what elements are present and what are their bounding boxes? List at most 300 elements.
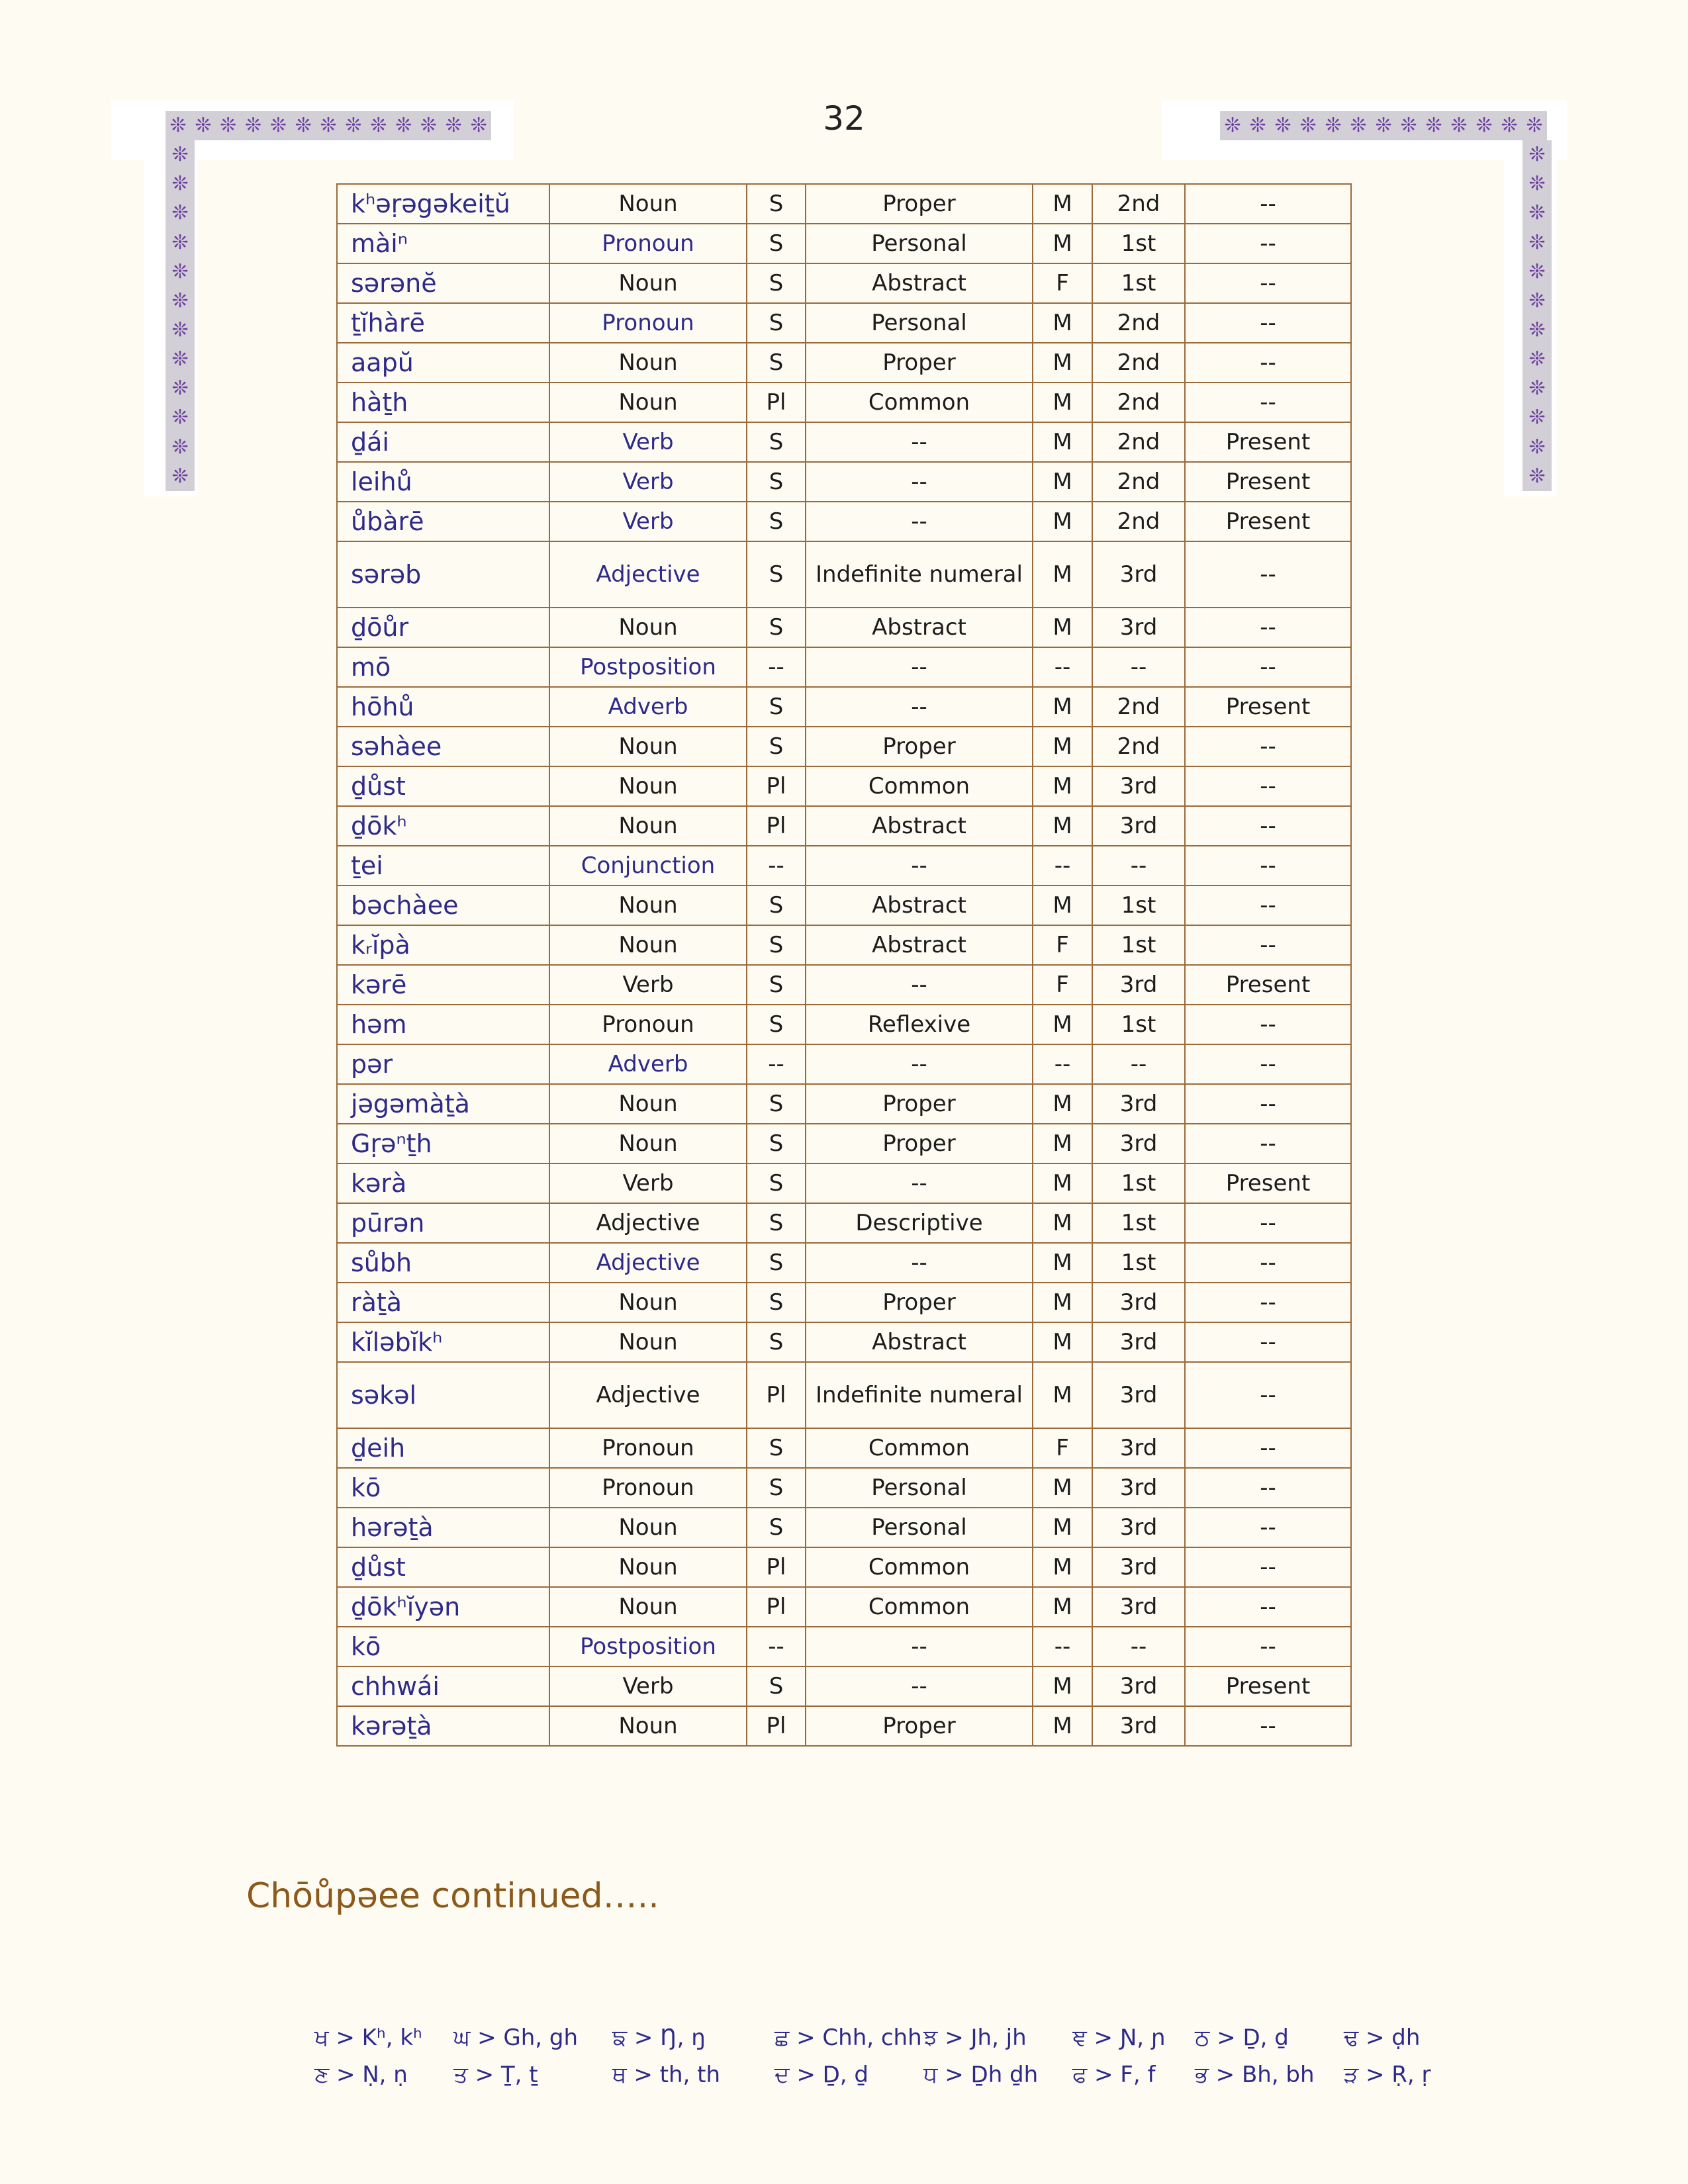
- cell-type: Indefinite numeral: [806, 1362, 1033, 1428]
- flower-ornament-icon: ❊: [171, 347, 189, 371]
- cell-type: --: [806, 647, 1033, 687]
- cell-type: --: [806, 687, 1033, 727]
- legend-item: ਦ > Ḏ, ḏ: [774, 2062, 868, 2088]
- cell-tense: --: [1185, 1362, 1351, 1428]
- cell-tense: --: [1185, 1706, 1351, 1746]
- cell-tense: --: [1185, 1508, 1351, 1547]
- cell-person: 3rd: [1092, 1428, 1185, 1468]
- cell-number: --: [747, 1044, 806, 1084]
- cell-person: 3rd: [1092, 1362, 1185, 1428]
- cell-part-of-speech: Pronoun: [549, 1468, 747, 1508]
- cell-number: S: [747, 965, 806, 1005]
- cell-tense: --: [1185, 184, 1351, 224]
- cell-gender: --: [1033, 1044, 1092, 1084]
- cell-tense: --: [1185, 1044, 1351, 1084]
- cell-tense: --: [1185, 224, 1351, 263]
- legend-item: ਭ > Bh, bh: [1195, 2062, 1315, 2088]
- legend-item: ਝ > Jh, jh: [923, 2025, 1027, 2051]
- legend-item: ਥ > th, th: [612, 2062, 721, 2088]
- table-row: [337, 502, 1351, 541]
- cell-person: 3rd: [1092, 1468, 1185, 1508]
- cell-number: S: [747, 687, 806, 727]
- cell-person: 2nd: [1092, 343, 1185, 383]
- cell-type: --: [806, 965, 1033, 1005]
- flower-ornament-icon: ❊: [1528, 289, 1546, 312]
- table-row: [337, 1428, 1351, 1468]
- cell-number: --: [747, 846, 806, 886]
- cell-person: 3rd: [1092, 541, 1185, 608]
- table-row: [337, 1044, 1351, 1084]
- flower-ornament-icon: ❊: [1528, 143, 1546, 167]
- table-row: [337, 1243, 1351, 1283]
- cell-tense: Present: [1185, 1163, 1351, 1203]
- flower-ornament-icon: ❊: [1450, 114, 1468, 137]
- cell-word: ḏōůr: [337, 608, 549, 647]
- page-number: 32: [823, 99, 865, 138]
- cell-part-of-speech: Noun: [549, 383, 747, 422]
- cell-gender: M: [1033, 1706, 1092, 1746]
- flower-ornament-icon: ❊: [220, 114, 237, 137]
- cell-type: Personal: [806, 1508, 1033, 1547]
- cell-word: kō: [337, 1627, 549, 1666]
- cell-gender: F: [1033, 925, 1092, 965]
- table-row: [337, 806, 1351, 846]
- cell-gender: M: [1033, 1322, 1092, 1362]
- cell-word: kʰəṛəgəkeiṯŭ: [337, 184, 549, 224]
- cell-person: 1st: [1092, 263, 1185, 303]
- cell-part-of-speech: Noun: [549, 1084, 747, 1124]
- cell-part-of-speech: Verb: [549, 1666, 747, 1706]
- table-row: [337, 1283, 1351, 1322]
- cell-word: sərənĕ: [337, 263, 549, 303]
- cell-number: S: [747, 1468, 806, 1508]
- cell-tense: Present: [1185, 502, 1351, 541]
- cell-type: Common: [806, 383, 1033, 422]
- flower-ornament-icon: ❊: [169, 114, 187, 137]
- table-row: [337, 687, 1351, 727]
- flower-ornament-icon: ❊: [171, 259, 189, 283]
- flower-ornament-icon: ❊: [171, 230, 189, 254]
- cell-tense: --: [1185, 608, 1351, 647]
- flower-ornament-icon: ❊: [1526, 114, 1543, 137]
- flower-ornament-icon: ❊: [295, 114, 312, 137]
- cell-person: 2nd: [1092, 422, 1185, 462]
- table-row: [337, 647, 1351, 687]
- cell-type: Abstract: [806, 886, 1033, 925]
- transliteration-legend: [314, 2022, 1479, 2091]
- cell-person: 1st: [1092, 1243, 1185, 1283]
- cell-part-of-speech: Noun: [549, 184, 747, 224]
- cell-number: S: [747, 502, 806, 541]
- flower-ornament-icon: ❊: [1425, 114, 1442, 137]
- table-row: [337, 1322, 1351, 1362]
- cell-word: jəgəmàṯà: [337, 1084, 549, 1124]
- flower-ornament-icon: ❊: [244, 114, 262, 137]
- cell-person: 2nd: [1092, 687, 1185, 727]
- cell-part-of-speech: Noun: [549, 886, 747, 925]
- flower-ornament-icon: ❊: [1325, 114, 1342, 137]
- cell-type: Abstract: [806, 925, 1033, 965]
- table-row: [337, 383, 1351, 422]
- table-row: [337, 422, 1351, 462]
- cell-number: Pl: [747, 806, 806, 846]
- cell-word: chhwái: [337, 1666, 549, 1706]
- flower-ornament-icon: ❊: [320, 114, 337, 137]
- cell-gender: M: [1033, 1362, 1092, 1428]
- cell-tense: --: [1185, 383, 1351, 422]
- cell-part-of-speech: Pronoun: [549, 224, 747, 263]
- table-row: [337, 1005, 1351, 1044]
- cell-word: pūrən: [337, 1203, 549, 1243]
- cell-person: 2nd: [1092, 727, 1185, 766]
- cell-tense: --: [1185, 886, 1351, 925]
- cell-person: 1st: [1092, 925, 1185, 965]
- flower-ornament-icon: ❊: [1528, 201, 1546, 225]
- legend-item: ਛ > Chh, chh: [774, 2025, 922, 2051]
- cell-word: səkəl: [337, 1362, 549, 1428]
- cell-gender: M: [1033, 886, 1092, 925]
- cell-word: kᵣĭpà: [337, 925, 549, 965]
- flower-ornament-icon: ❊: [1299, 114, 1317, 137]
- flower-ornament-icon: ❊: [370, 114, 387, 137]
- table-row: [337, 846, 1351, 886]
- cell-type: Proper: [806, 1084, 1033, 1124]
- cell-type: Descriptive: [806, 1203, 1033, 1243]
- table-row: [337, 224, 1351, 263]
- flower-ornament-icon: ❊: [1528, 377, 1546, 400]
- cell-word: Gṛəⁿṯh: [337, 1124, 549, 1163]
- table-row: [337, 1084, 1351, 1124]
- cell-tense: --: [1185, 1587, 1351, 1627]
- cell-word: kərà: [337, 1163, 549, 1203]
- cell-tense: --: [1185, 1627, 1351, 1666]
- cell-part-of-speech: Noun: [549, 727, 747, 766]
- flower-ornament-icon: ❊: [171, 435, 189, 459]
- flower-ornament-icon: ❊: [395, 114, 412, 137]
- cell-number: S: [747, 1428, 806, 1468]
- cell-type: --: [806, 846, 1033, 886]
- flower-ornament-icon: ❊: [171, 406, 189, 430]
- cell-word: kō: [337, 1468, 549, 1508]
- cell-person: 3rd: [1092, 608, 1185, 647]
- table-row: [337, 462, 1351, 502]
- cell-part-of-speech: Noun: [549, 806, 747, 846]
- cell-tense: --: [1185, 343, 1351, 383]
- cell-part-of-speech: Verb: [549, 965, 747, 1005]
- cell-gender: M: [1033, 1547, 1092, 1587]
- cell-person: --: [1092, 647, 1185, 687]
- cell-tense: --: [1185, 806, 1351, 846]
- cell-part-of-speech: Postposition: [549, 647, 747, 687]
- cell-person: --: [1092, 1627, 1185, 1666]
- cell-number: S: [747, 925, 806, 965]
- cell-part-of-speech: Noun: [549, 1322, 747, 1362]
- cell-word: màiⁿ: [337, 224, 549, 263]
- flower-ornament-icon: ❊: [470, 114, 487, 137]
- flower-ornament-icon: ❊: [171, 377, 189, 400]
- cell-gender: M: [1033, 1468, 1092, 1508]
- cell-type: --: [806, 502, 1033, 541]
- cell-person: 3rd: [1092, 766, 1185, 806]
- cell-type: Indefinite numeral: [806, 541, 1033, 608]
- cell-gender: M: [1033, 1005, 1092, 1044]
- cell-gender: --: [1033, 846, 1092, 886]
- cell-part-of-speech: Noun: [549, 1547, 747, 1587]
- flower-ornament-icon: ❊: [171, 289, 189, 312]
- flower-ornament-icon: ❊: [171, 172, 189, 196]
- cell-part-of-speech: Noun: [549, 925, 747, 965]
- cell-word: aapŭ: [337, 343, 549, 383]
- cell-word: sůbh: [337, 1243, 549, 1283]
- cell-number: S: [747, 224, 806, 263]
- cell-type: --: [806, 1044, 1033, 1084]
- cell-type: Common: [806, 1587, 1033, 1627]
- cell-word: ḏůst: [337, 1547, 549, 1587]
- cell-type: Personal: [806, 1468, 1033, 1508]
- legend-item: ਫ > F, f: [1072, 2062, 1156, 2088]
- cell-gender: M: [1033, 502, 1092, 541]
- cell-type: Abstract: [806, 263, 1033, 303]
- cell-word: ḏái: [337, 422, 549, 462]
- cell-part-of-speech: Noun: [549, 1508, 747, 1547]
- cell-number: S: [747, 886, 806, 925]
- cell-gender: --: [1033, 1627, 1092, 1666]
- cell-tense: --: [1185, 1428, 1351, 1468]
- cell-gender: M: [1033, 1163, 1092, 1203]
- flower-ornament-icon: ❊: [1528, 347, 1546, 371]
- cell-person: 3rd: [1092, 1547, 1185, 1587]
- cell-gender: M: [1033, 1203, 1092, 1243]
- flower-ornament-icon: ❊: [1350, 114, 1367, 137]
- cell-number: Pl: [747, 1362, 806, 1428]
- cell-type: Common: [806, 1428, 1033, 1468]
- cell-type: Proper: [806, 1124, 1033, 1163]
- cell-word: kĭləbĭkʰ: [337, 1322, 549, 1362]
- cell-part-of-speech: Verb: [549, 502, 747, 541]
- cell-number: S: [747, 1283, 806, 1322]
- top-left-ornament: [165, 111, 491, 140]
- cell-word: ṯĭhàrē: [337, 303, 549, 343]
- cell-gender: M: [1033, 1283, 1092, 1322]
- flower-ornament-icon: ❊: [1528, 435, 1546, 459]
- cell-type: Common: [806, 766, 1033, 806]
- cell-number: S: [747, 727, 806, 766]
- legend-item: ਘ > Gh, gh: [453, 2025, 579, 2051]
- cell-person: 2nd: [1092, 502, 1185, 541]
- cell-type: --: [806, 1666, 1033, 1706]
- cell-type: Proper: [806, 727, 1033, 766]
- cell-number: S: [747, 1163, 806, 1203]
- cell-tense: --: [1185, 727, 1351, 766]
- cell-number: S: [747, 462, 806, 502]
- cell-tense: --: [1185, 1084, 1351, 1124]
- cell-person: 1st: [1092, 886, 1185, 925]
- cell-tense: --: [1185, 1283, 1351, 1322]
- cell-number: S: [747, 1322, 806, 1362]
- cell-gender: M: [1033, 1124, 1092, 1163]
- cell-part-of-speech: Noun: [549, 766, 747, 806]
- cell-word: bəchàee: [337, 886, 549, 925]
- cell-gender: M: [1033, 806, 1092, 846]
- cell-person: 3rd: [1092, 1322, 1185, 1362]
- cell-word: pər: [337, 1044, 549, 1084]
- cell-tense: --: [1185, 1005, 1351, 1044]
- cell-type: Personal: [806, 224, 1033, 263]
- table-row: [337, 965, 1351, 1005]
- table-row: [337, 1666, 1351, 1706]
- cell-word: leihů: [337, 462, 549, 502]
- cell-number: S: [747, 184, 806, 224]
- cell-tense: Present: [1185, 965, 1351, 1005]
- legend-item: ਢ > ḍh: [1344, 2025, 1421, 2051]
- cell-part-of-speech: Postposition: [549, 1627, 747, 1666]
- legend-item: ਤ > Ṯ, ṯ: [453, 2062, 538, 2088]
- cell-word: mō: [337, 647, 549, 687]
- cell-number: S: [747, 1243, 806, 1283]
- cell-word: ůbàrē: [337, 502, 549, 541]
- cell-word: ràṯà: [337, 1283, 549, 1322]
- cell-tense: --: [1185, 1124, 1351, 1163]
- flower-ornament-icon: ❊: [1400, 114, 1417, 137]
- cell-type: --: [806, 1243, 1033, 1283]
- cell-type: Proper: [806, 184, 1033, 224]
- cell-word: sərəb: [337, 541, 549, 608]
- cell-tense: --: [1185, 1203, 1351, 1243]
- cell-word: hərəṯà: [337, 1508, 549, 1547]
- cell-tense: --: [1185, 925, 1351, 965]
- cell-gender: M: [1033, 1084, 1092, 1124]
- cell-word: ḏeih: [337, 1428, 549, 1468]
- cell-tense: --: [1185, 1547, 1351, 1587]
- cell-part-of-speech: Noun: [549, 1124, 747, 1163]
- flower-ornament-icon: ❊: [1528, 464, 1546, 488]
- legend-item: ੜ > Ṛ, ṛ: [1344, 2062, 1431, 2088]
- table-row: [337, 1508, 1351, 1547]
- cell-part-of-speech: Noun: [549, 263, 747, 303]
- cell-word: kərəṯà: [337, 1706, 549, 1746]
- flower-ornament-icon: ❊: [1528, 406, 1546, 430]
- cell-part-of-speech: Noun: [549, 608, 747, 647]
- cell-type: Proper: [806, 343, 1033, 383]
- table-row: [337, 766, 1351, 806]
- cell-number: S: [747, 263, 806, 303]
- table-row: [337, 1203, 1351, 1243]
- cell-word: səhàee: [337, 727, 549, 766]
- cell-number: S: [747, 1124, 806, 1163]
- flower-ornament-icon: ❊: [1274, 114, 1291, 137]
- cell-gender: M: [1033, 1587, 1092, 1627]
- flower-ornament-icon: ❊: [1528, 230, 1546, 254]
- cell-gender: M: [1033, 766, 1092, 806]
- table-row: [337, 1124, 1351, 1163]
- cell-type: Common: [806, 1547, 1033, 1587]
- cell-type: --: [806, 422, 1033, 462]
- cell-number: S: [747, 422, 806, 462]
- flower-ornament-icon: ❊: [269, 114, 287, 137]
- cell-gender: M: [1033, 343, 1092, 383]
- table-row: [337, 1163, 1351, 1203]
- cell-type: Personal: [806, 303, 1033, 343]
- cell-part-of-speech: Noun: [549, 343, 747, 383]
- table-row: [337, 1627, 1351, 1666]
- flower-ornament-icon: ❊: [345, 114, 362, 137]
- flower-ornament-icon: ❊: [1528, 259, 1546, 283]
- left-ornament: [165, 140, 195, 491]
- flower-ornament-icon: ❊: [171, 201, 189, 225]
- table-row: [337, 1362, 1351, 1428]
- cell-part-of-speech: Noun: [549, 1706, 747, 1746]
- cell-person: 2nd: [1092, 462, 1185, 502]
- table-row: [337, 1706, 1351, 1746]
- cell-person: 3rd: [1092, 806, 1185, 846]
- cell-person: 1st: [1092, 224, 1185, 263]
- table-row: [337, 263, 1351, 303]
- table-row: [337, 343, 1351, 383]
- cell-gender: M: [1033, 608, 1092, 647]
- flower-ornament-icon: ❊: [1528, 318, 1546, 342]
- cell-number: Pl: [747, 1706, 806, 1746]
- table-row: [337, 608, 1351, 647]
- legend-item: ਙ > Ŋ, ŋ: [612, 2025, 706, 2051]
- flower-ornament-icon: ❊: [171, 318, 189, 342]
- cell-gender: M: [1033, 1243, 1092, 1283]
- cell-number: S: [747, 1508, 806, 1547]
- cell-number: Pl: [747, 766, 806, 806]
- cell-number: S: [747, 541, 806, 608]
- cell-number: Pl: [747, 383, 806, 422]
- cell-word: hōhů: [337, 687, 549, 727]
- legend-item: ਧ > Ḏh ḏh: [923, 2062, 1039, 2088]
- cell-tense: Present: [1185, 462, 1351, 502]
- cell-part-of-speech: Adverb: [549, 1044, 747, 1084]
- cell-person: 2nd: [1092, 383, 1185, 422]
- table-row: [337, 541, 1351, 608]
- cell-number: S: [747, 1666, 806, 1706]
- cell-type: Abstract: [806, 608, 1033, 647]
- table-row: [337, 925, 1351, 965]
- cell-type: Proper: [806, 1706, 1033, 1746]
- cell-person: 2nd: [1092, 184, 1185, 224]
- cell-word: kərē: [337, 965, 549, 1005]
- cell-number: S: [747, 1005, 806, 1044]
- cell-person: 3rd: [1092, 1587, 1185, 1627]
- cell-word: ṯei: [337, 846, 549, 886]
- cell-word: ḏōkʰ: [337, 806, 549, 846]
- cell-part-of-speech: Conjunction: [549, 846, 747, 886]
- cell-number: Pl: [747, 1587, 806, 1627]
- cell-part-of-speech: Adjective: [549, 1362, 747, 1428]
- flower-ornament-icon: ❊: [195, 114, 212, 137]
- legend-item: ਣ > Ṇ, ṇ: [314, 2062, 408, 2088]
- flower-ornament-icon: ❊: [1476, 114, 1493, 137]
- top-right-ornament: [1220, 111, 1547, 140]
- cell-type: --: [806, 1627, 1033, 1666]
- cell-tense: Present: [1185, 422, 1351, 462]
- cell-part-of-speech: Noun: [549, 1587, 747, 1627]
- flower-ornament-icon: ❊: [171, 143, 189, 167]
- cell-tense: Present: [1185, 1666, 1351, 1706]
- cell-gender: M: [1033, 383, 1092, 422]
- table-row: [337, 184, 1351, 224]
- cell-part-of-speech: Verb: [549, 422, 747, 462]
- cell-number: --: [747, 647, 806, 687]
- cell-tense: --: [1185, 303, 1351, 343]
- cell-tense: --: [1185, 647, 1351, 687]
- continued-heading: Chōůpəee continued…..: [246, 1876, 659, 1916]
- cell-gender: M: [1033, 184, 1092, 224]
- cell-part-of-speech: Adjective: [549, 541, 747, 608]
- cell-word: hàṯh: [337, 383, 549, 422]
